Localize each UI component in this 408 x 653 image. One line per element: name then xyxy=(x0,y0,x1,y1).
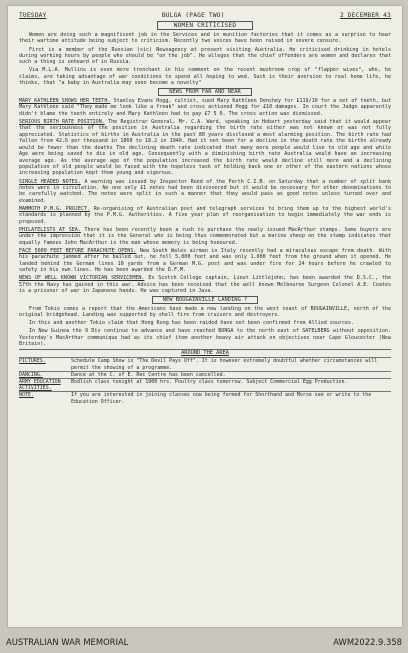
masthead xyxy=(19,12,391,19)
women-criticised-article xyxy=(19,32,391,87)
bougainville-article xyxy=(19,306,391,348)
news-item xyxy=(19,98,391,117)
article-paragraph: In New Guinea the 9 Div continue to advance and have reached BONGA to the north east of SATELBERG without opposition. Yesterday's MacArthur communique had as its chief item another heavy air attack on objectives near Cape Gloucester (New Britain). xyxy=(19,328,391,348)
row-key: DANCING. xyxy=(19,371,71,378)
article-paragraph: In this and another Tokio claim that Hong Kong has been raided have not been confirmed from Allied sources. xyxy=(29,320,355,327)
around-the-area-table xyxy=(19,357,391,404)
row-value: Schedule Camp Show is "The Devil Pays Off". It is however extremely doubtful whether circumstances will permit the showing of a programme. xyxy=(71,358,391,371)
news-item-text: Stanley Evans Hogg, cultist, sued Mary Kathleen Denchey for £119/10 for a set of teeth, but Mary Kathleen said "They made me look like a freak" and cross actioned Hogg for £10 damages. In court the Judge apparently didn't blame the teeth entirely and Mary Kathleen had to pay £7 5 0. The cross action was dismissed. xyxy=(19,97,391,117)
masthead-page: BULGA (PAGE TWO) xyxy=(161,12,225,19)
news-item xyxy=(19,119,391,177)
news-item-head: FACE 5000 FEET BEFORE PARACHUTE OPENS. xyxy=(19,247,137,254)
news-item-text: Re-organising of Australian post and telegraph services to bring them up to the highest world's standards is planned by the P.M.G. Authorities. A five year plan of reorganisation to begin immediately the war ends is proposed. xyxy=(19,205,391,225)
news-item-head: MARY KATHLEEN SHOWS HER TEETH. xyxy=(19,97,111,104)
archive-reference: AWM2022.9.358 xyxy=(333,637,402,647)
table-row xyxy=(19,392,391,405)
news-item xyxy=(19,206,391,225)
table-row xyxy=(19,379,391,392)
archive-name: AUSTRALIAN WAR MEMORIAL xyxy=(6,637,129,647)
news-items xyxy=(19,98,391,295)
news-item-head: PHILATELISTS AT SEA. xyxy=(19,226,81,233)
news-item-text: A warning was issued by Inspector Reed of the Perth C.I.B. on Saturday that a number of split bank notes were in circulation. No one only £1 notes had been discovered but it would be necessary for other denominations to be carefully watched. The notes were split in such a manner that they would pass as good notes unless turned over and examined. xyxy=(19,178,391,204)
news-item-text: The Registrar General, Mr. C.A. Ward, speaking in Hobart yesterday said that it would appear that the seriousness of the position in Australia regarding the birth rate either was not known or was not fully appreciated. Statistics of births in Australia in the past 80 years disclosed a most alarming position. The birth rate had fallen from 42.6 per thousand in 1860 to 18.2 in 1940. Had it not been for a decline in the death rate the births already would be fewer than the deaths The declining death rate indicated that many more people would live to old age and while Age were being saved to die in old age. Consequently with a diminishing birth rate Australia would have an increasing average age. As the average age of the population increased the birth rate would decline still more and a declining population of old people would be faced with the hopeless task of holding back one or other of the eastern nations whose increasing population kept them young and vigorous. xyxy=(19,118,392,177)
table-row xyxy=(19,371,391,378)
row-value: If you are interested in joining classes now being formed for Shorthand and Morse see or write to the Education Officer. xyxy=(71,392,391,405)
row-value: Bodlish class tonight at 1900 hrs. Poultry class tomorrow. Subject Commercial Egg Production. xyxy=(71,379,391,392)
news-item-text: There has been recently been a rush to purchase the newly issued MacArthur stamps. Some buyers are under the impression that it is the General who is being thus commemorated but a marine sheep on the stamp indicates that equally famous John MacArthur is the man whose memory is being honoured. xyxy=(19,226,391,246)
news-item xyxy=(19,248,391,274)
article-paragraph: First is a member of the Russian (sic) Newsagency at present visiting Australia. He criticised drinking in hotels during working hours by people who should be "on the job". He alleges that the chief offenders are women and declares that such a thing is unheard of in Russia. xyxy=(19,46,391,66)
news-item-head: SINGLE HEADED NOTES. xyxy=(19,178,81,185)
bougainville-heading: NEW BOUGAINVILLE LANDING ? xyxy=(19,296,391,304)
row-key: NOTE. xyxy=(19,392,71,405)
news-item-head: NEWS OF WELL KNOWN VICTORIAN SERVICEMEN. xyxy=(19,275,145,282)
article-paragraph: Women are doing such a magnificent job in the Services and in munition factories that it comes as a surprise to hear their wartime attitude being subject to criticism. Recently two voices have been raised in severe censure. xyxy=(19,32,391,45)
news-item xyxy=(19,275,391,294)
article-paragraph: Via M.L.A. Mullins is even more trenchant in his comment on the recent mushroom crop of "flapper wives", who, he claims, are taking advantage of war conditions to spend all hoping to wed. Such is their aversion to real home life, he thinks, that "a baby in Australia may soon become a novelty" xyxy=(19,67,391,87)
row-value: Dance at the C. of E. Rec Centre has been cancelled. xyxy=(71,371,391,378)
news-item xyxy=(19,227,391,246)
masthead-date: 2 DECEMBER 43 xyxy=(339,12,391,19)
women-criticised-heading: WOMEN CRITICISED xyxy=(19,21,391,30)
news-heading: NEWS FROM FAR AND NEAR xyxy=(19,88,391,96)
row-key: ARMY EDUCATION ACTIVITIES. xyxy=(19,379,71,392)
news-item-text: Ex Scotch College captain, Lieut Littlejohn, has been awarded the D.S.C., the 57th the Navy has gained in this war. Advice has been received that the well known Melbourne Surgeon Colonel A.E. Coates is a prisoner of war in Japanese hands. He was captured in Java. xyxy=(19,275,392,295)
news-item xyxy=(19,179,391,205)
news-item-text: New South Wales airman in Italy recently had a miraculous escape from death. With his parachute jammed after he bailed out, he fell 5,000 feet and was only 1,000 feet from the ground when it opened. He landed behind the German lines 10 yards from a German M.G. post and was under fire for 24 hours before he crawled to safety in his own lines. He has been awarded the D.F.M. xyxy=(19,247,391,274)
news-item-head: SERIOUS BIRTH RATE POSITION. xyxy=(19,118,105,125)
article-paragraph: From Tokio comes a report that the Americans have made a new landing on the west coast of BOUGAINVILLE, north of the original bridgehead. Landing was supported by shell fire from cruisers and destroyers. xyxy=(19,305,391,319)
row-key: PICTURES. xyxy=(19,358,71,371)
newsletter-page xyxy=(8,6,402,627)
news-item-head: MAMMOTH P.M.G. PROJECT. xyxy=(19,205,91,212)
masthead-day: TUESDAY xyxy=(19,12,47,19)
around-the-area-heading: AROUND THE AREA xyxy=(19,349,391,356)
table-row xyxy=(19,358,391,371)
archive-footer xyxy=(0,631,408,653)
